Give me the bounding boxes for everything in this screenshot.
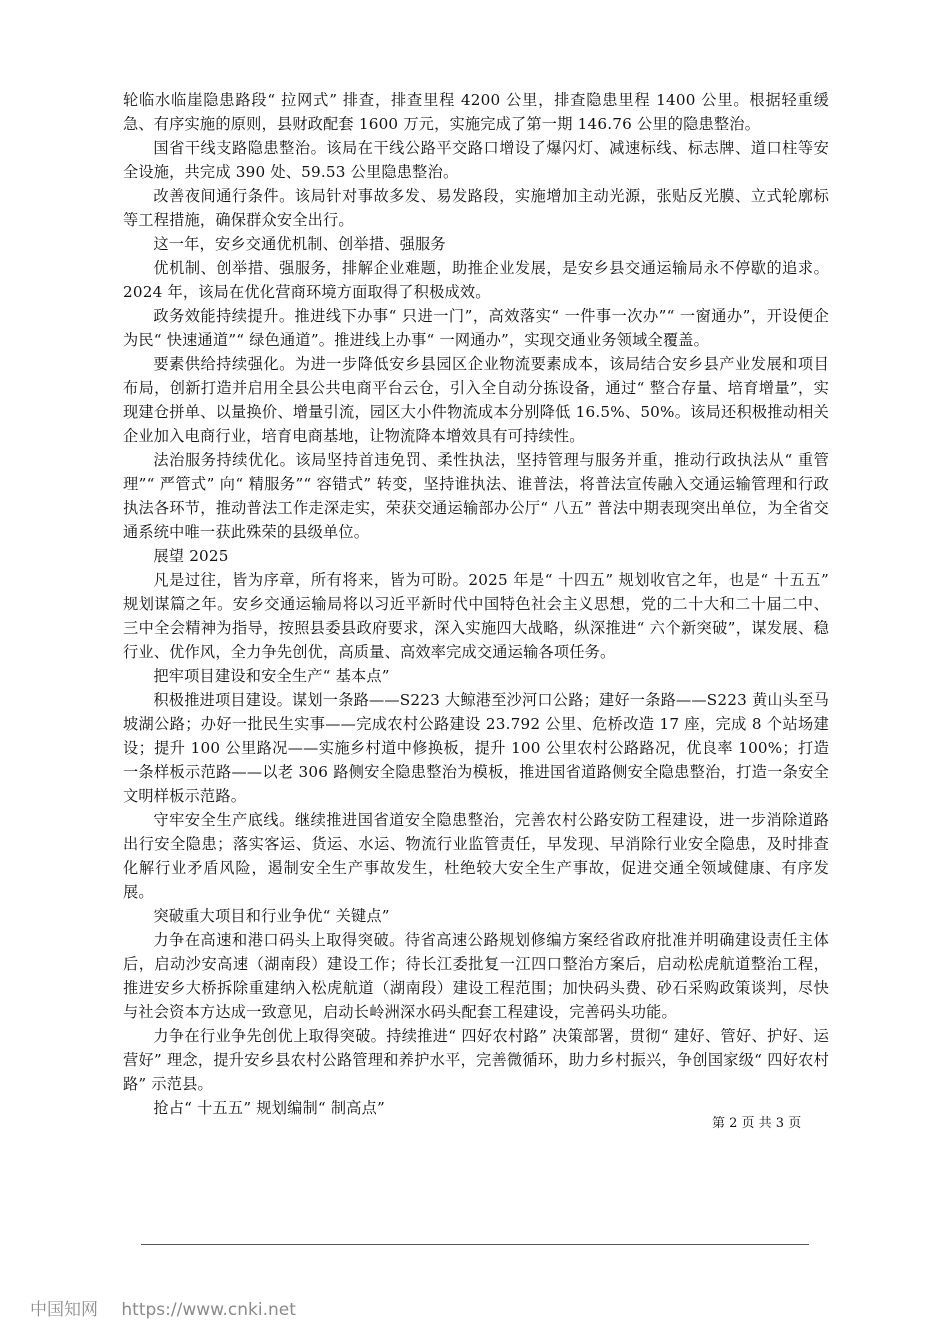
article-body xyxy=(123,88,829,1120)
paragraph: 法治服务持续优化。该局坚持首违免罚、柔性执法，坚持管理与服务并重，推动行政执法从“ 重管理”“ 严管式” 向“ 精服务”“ 容错式” 转变，坚持谁执法、谁普法，将普法宣传融入交通运输管理和行政执法各环节，推动普法工作走深走实，荣获交通运输部办公厅“ 八五” 普法中期表现突出单位，为全省交通系统中唯一获此殊荣的县级单位。 xyxy=(123,451,829,541)
paragraph: 国省干线支路隐患整治。该局在干线公路平交路口增设了爆闪灯、减速标线、标志牌、道口柱等安全设施，共完成 390 处、59.53 公里隐患整治。 xyxy=(123,139,829,181)
paragraph: 政务效能持续提升。推进线下办事“ 只进一门”，高效落实“ 一件事一次办”“ 一窗通办”，开设便企为民“ 快速通道”“ 绿色通道”。推进线上办事“ 一网通办”，实现交通业务领域全覆盖。 xyxy=(123,307,829,349)
paragraph: 轮临水临崖隐患路段“ 拉网式” 排查，排查里程 4200 公里，排查隐患里程 1400 公里。根据轻重缓急、有序实施的原则，县财政配套 1600 万元，实施完成了第一期 146.76 公里的隐患整治。 xyxy=(123,91,829,133)
paragraph: 守牢安全生产底线。继续推进国省道安全隐患整治，完善农村公路安防工程建设，进一步消除道路出行安全隐患；落实客运、货运、水运、物流行业监管责任，早发现、早消除行业安全隐患，及时排查化解行业矛盾风险，遏制安全生产事故发生，杜绝较大安全生产事故，促进交通全领域健康、有序发展。 xyxy=(123,811,829,901)
section-heading: 展望 2025 xyxy=(153,547,229,565)
cnki-url: https://www.cnki.net xyxy=(121,1300,296,1320)
section-heading: 抢占“ 十五五” 规划编制“ 制高点” xyxy=(153,1099,385,1117)
cnki-brand: 中国知网 xyxy=(30,1300,98,1320)
paragraph: 积极推进项目建设。谋划一条路——S223 大鲸港至沙河口公路；建好一条路——S223 黄山头至马坡湖公路；办好一批民生实事——完成农村公路建设 23.792 公里、危桥改造 17 座，完成 8 个站场建设；提升 100 公里路况——实施乡村道中修换板，提升 100 公里农村公路路况，优良率 100%；打造一条样板示范路——以老 306 路侧安全隐患整治为模板，推进国省道路侧安全隐患整治，打造一条安全文明样板示范路。 xyxy=(123,691,829,805)
paragraph: 要素供给持续强化。为进一步降低安乡县园区企业物流要素成本，该局结合安乡县产业发展和项目布局，创新打造并启用全县公共电商平台云仓，引入全自动分拣设备，通过“ 整合存量、培育增量”，实现建仓拼单、以量换价、增量引流，园区大小件物流成本分别降低 16.5%、50%。该局还积极推动相关企业加入电商行业，培育电商基地，让物流降本增效具有可持续性。 xyxy=(123,355,829,445)
section-heading: 把牢项目建设和安全生产“ 基本点” xyxy=(153,667,390,685)
paragraph: 优机制、创举措、强服务，排解企业难题，助推企业发展，是安乡县交通运输局永不停歇的追求。2024 年，该局在优化营商环境方面取得了积极成效。 xyxy=(123,259,829,301)
page-number: 第 2 页 共 3 页 xyxy=(712,1116,802,1131)
paragraph: 改善夜间通行条件。该局针对事故多发、易发路段，实施增加主动光源，张贴反光膜、立式轮廓标等工程措施，确保群众安全出行。 xyxy=(123,187,829,229)
paragraph: 力争在高速和港口码头上取得突破。待省高速公路规划修编方案经省政府批准并明确建设责任主体后，启动沙安高速（湖南段）建设工作；待长江委批复一江四口整治方案后，启动松虎航道整治工程，推进安乡大桥拆除重建纳入松虎航道（湖南段）建设工程范围；加快码头费、砂石采购政策谈判，尽快与社会资本方达成一致意见，启动长岭洲深水码头配套工程建设，完善码头功能。 xyxy=(123,931,829,1021)
watermark-footer xyxy=(30,1295,296,1320)
paragraph: 力争在行业争先创优上取得突破。持续推进“ 四好农村路” 决策部署，贯彻“ 建好、管好、护好、运营好” 理念，提升安乡县农村公路管理和养护水平，完善微循环，助力乡村振兴，争创国家级“ 四好农村路” 示范县。 xyxy=(123,1027,829,1093)
paragraph: 凡是过往，皆为序章，所有将来，皆为可盼。2025 年是“ 十四五” 规划收官之年，也是“ 十五五” 规划谋篇之年。安乡交通运输局将以习近平新时代中国特色社会主义思想，党的二十大和二十届二中、三中全会精神为指导，按照县委县政府要求，深入实施四大战略，纵深推进“ 六个新突破”，谋发展、稳行业、优作风，全力争先创优，高质量、高效率完成交通运输各项任务。 xyxy=(123,571,829,661)
section-heading: 突破重大项目和行业争优“ 关键点” xyxy=(153,907,390,925)
footer-divider xyxy=(141,1244,809,1245)
section-heading: 这一年，安乡交通优机制、创举措、强服务 xyxy=(153,235,446,253)
